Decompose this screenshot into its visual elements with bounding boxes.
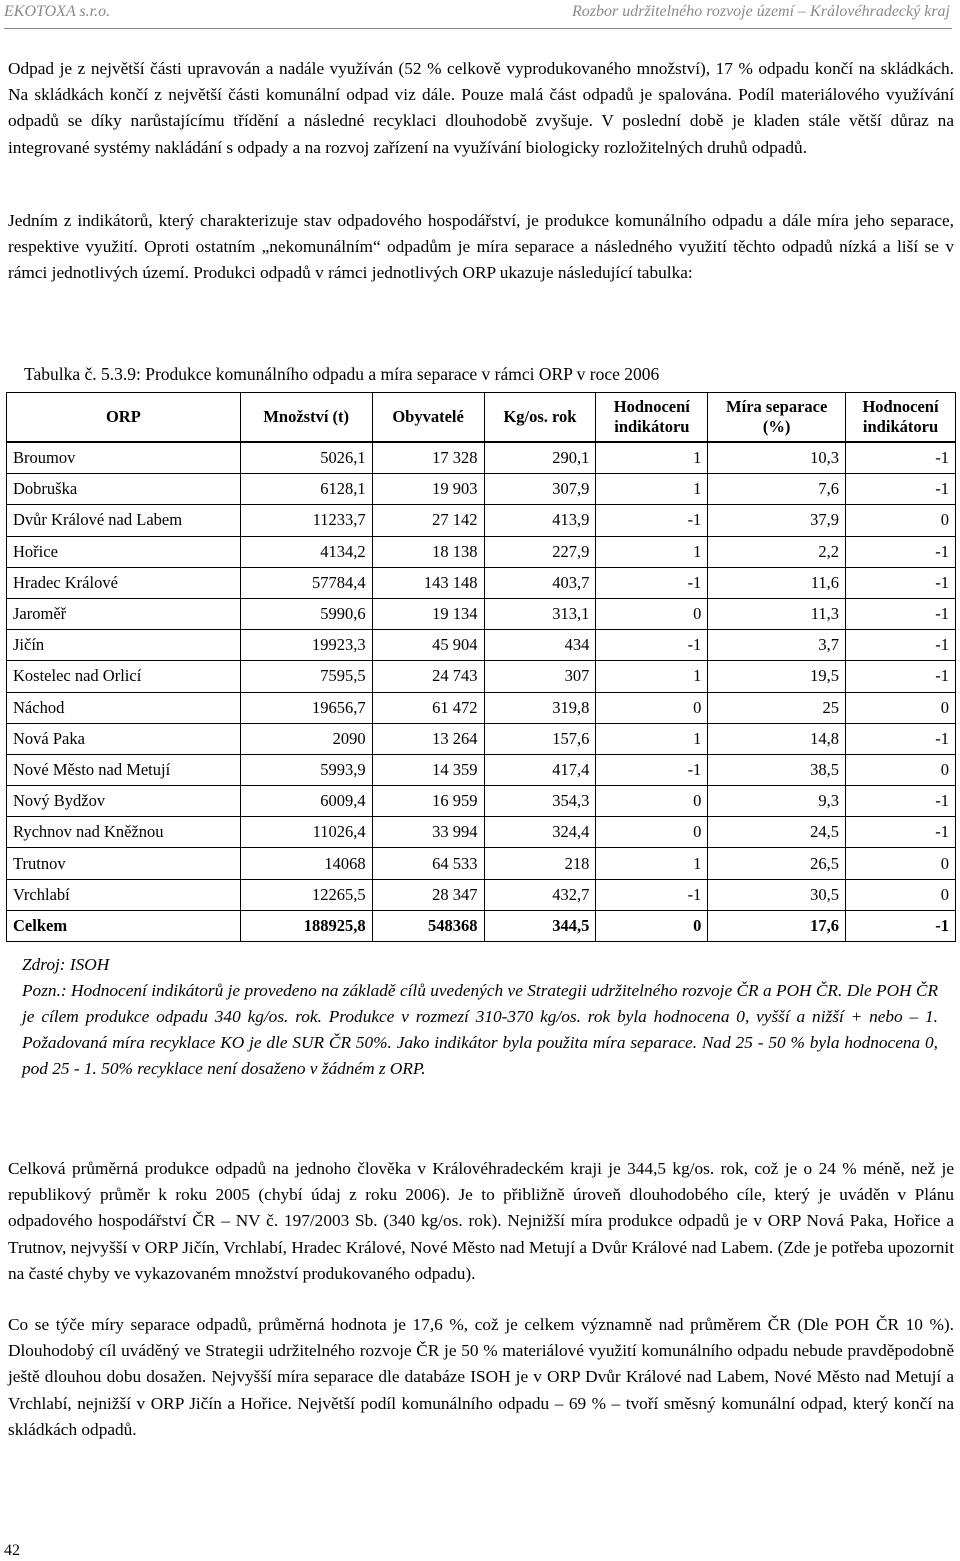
cell-indicator-rating: 0 (596, 598, 708, 629)
paragraph-separation-rate: Co se týče míry separace odpadů, průměrná hodnota je 17,6 %, což je celkem významně nad průměrem ČR (Dle POH ČR 10 %). Dlouhodobý cíl uváděný ve Strategii udržitelného rozvoje ČR je 50 % materiálové využití komunálního odpadu nebude pravděpodobně ještě dlouhou dobu dosažen. Nejvyšší míra separace dle databáze ISOH je v ORP Dvůr Králové nad Labem, Nové Město nad Metují a Vrchlabí, nejnižší v ORP Jičín a Hořice. Největší podíl komunálního odpadu – 69 % – tvoří směsný komunální odpad, který končí na skládkách odpadů. (8, 1315, 954, 1439)
cell-orp: Kostelec nad Orlicí (7, 661, 241, 692)
cell-indicator-rating-2: -1 (846, 567, 956, 598)
cell-amount: 4134,2 (240, 536, 372, 567)
cell-kg-per-person: 290,1 (484, 442, 596, 474)
page-number: 42 (4, 1542, 20, 1559)
cell-indicator-rating-2: -1 (846, 910, 956, 941)
paragraph-waste-handling: Odpad je z největší části upravován a nadále využíván (52 % celkově vyprodukovaného množství), 17 % odpadu končí na skládkách. Na skládkách končí z největší části komunální odpad viz dále. Pouze malá část odpadů je spalována. Podíl materiálového využívání odpadů se díky narůstajícímu třídění a následné recyklaci dlouhodobě zvyšuje. V poslední době je kladen stále větší důraz na integrované systémy nakládání s odpady a na rozvoj zařízení na využívání biologicky rozložitelných druhů odpadů. (8, 59, 954, 157)
cell-population: 16 959 (372, 786, 484, 817)
cell-orp: Nový Bydžov (7, 786, 241, 817)
cell-kg-per-person: 319,8 (484, 692, 596, 723)
table-row (7, 692, 956, 723)
cell-amount: 188925,8 (240, 910, 372, 941)
cell-indicator-rating-2: -1 (846, 598, 956, 629)
cell-orp: Dvůr Králové nad Labem (7, 505, 241, 536)
cell-separation-rate: 24,5 (708, 817, 846, 848)
header-company: EKOTOXA s.r.o. (4, 3, 111, 20)
cell-amount: 11233,7 (240, 505, 372, 536)
col-header-population: Obyvatelé (372, 393, 484, 443)
cell-orp: Hořice (7, 536, 241, 567)
col-header-indicator-rating-2: Hodnocení indikátoru (846, 393, 956, 443)
cell-separation-rate: 2,2 (708, 536, 846, 567)
cell-amount: 5026,1 (240, 442, 372, 474)
header-divider (4, 28, 952, 29)
cell-kg-per-person: 344,5 (484, 910, 596, 941)
cell-orp: Vrchlabí (7, 879, 241, 910)
cell-amount: 6009,4 (240, 786, 372, 817)
col-header-orp: ORP (7, 393, 241, 443)
cell-separation-rate: 37,9 (708, 505, 846, 536)
cell-orp: Rychnov nad Kněžnou (7, 817, 241, 848)
cell-separation-rate: 7,6 (708, 474, 846, 505)
cell-amount: 57784,4 (240, 567, 372, 598)
col-header-indicator-rating: Hodnocení indikátoru (596, 393, 708, 443)
table-body (7, 442, 956, 942)
cell-population: 28 347 (372, 879, 484, 910)
cell-orp: Náchod (7, 692, 241, 723)
cell-orp: Nová Paka (7, 723, 241, 754)
cell-separation-rate: 19,5 (708, 661, 846, 692)
table-note: Pozn.: Hodnocení indikátorů je provedeno na základě cílů uvedených ve Strategii udržitelného rozvoje ČR a POH ČR. Dle POH ČR je cílem produkce odpadu 340 kg/os. rok. Produkce v rozmezí 310-370 kg/os. rok byla hodnocena 0, vyšší a nižší + nebo – 1. Požadovaná míra recyklace KO je dle SUR ČR 50%. Jako indikátor byla použita míra separace. Nad 25 - 50 % byla hodnocena 0, pod 25 - 1. 50% recyklace není dosaženo v žádném z ORP. (22, 981, 938, 1078)
cell-indicator-rating-2: 0 (846, 879, 956, 910)
table-row (7, 567, 956, 598)
cell-amount: 5990,6 (240, 598, 372, 629)
table-row (7, 848, 956, 879)
cell-population: 64 533 (372, 848, 484, 879)
cell-separation-rate: 14,8 (708, 723, 846, 754)
cell-population: 24 743 (372, 661, 484, 692)
cell-indicator-rating: 1 (596, 661, 708, 692)
table-row (7, 723, 956, 754)
header-document-title: Rozbor udržitelného rozvoje území – Královéhradecký kraj (571, 3, 950, 20)
cell-kg-per-person: 307,9 (484, 474, 596, 505)
cell-population: 548368 (372, 910, 484, 941)
cell-separation-rate: 25 (708, 692, 846, 723)
cell-separation-rate: 38,5 (708, 754, 846, 785)
cell-indicator-rating-2: -1 (846, 442, 956, 474)
cell-indicator-rating: 1 (596, 536, 708, 567)
col-header-amount: Množství (t) (240, 393, 372, 443)
cell-kg-per-person: 227,9 (484, 536, 596, 567)
cell-indicator-rating-2: 0 (846, 848, 956, 879)
col-header-kg-per-person: Kg/os. rok (484, 393, 596, 443)
cell-separation-rate: 11,3 (708, 598, 846, 629)
cell-amount: 11026,4 (240, 817, 372, 848)
cell-kg-per-person: 413,9 (484, 505, 596, 536)
table-row (7, 879, 956, 910)
cell-kg-per-person: 403,7 (484, 567, 596, 598)
table-row (7, 536, 956, 567)
cell-indicator-rating-2: 0 (846, 505, 956, 536)
cell-population: 143 148 (372, 567, 484, 598)
paragraph-average-production: Celková průměrná produkce odpadů na jednoho člověka v Královéhradeckém kraji je 344,5 kg/os. rok, což je o 24 % méně, než je republikový průměr k roku 2005 (chybí údaj z roku 2006). Je to přibližně úroveň dlouhodobého cíle, který je uváděn v Plánu odpadového hospodářství ČR – NV č. 197/2003 Sb. (340 kg/os. rok). Nejnižší míra produkce odpadů je v ORP Nová Paka, Hořice a Trutnov, nejvyšší v ORP Jičín, Vrchlabí, Hradec Králové, Nové Město nad Metují a Dvůr Králové nad Labem. (Zde je potřeba upozornit na časté chyby ve vykazovaném množství produkovaného odpadu). (8, 1159, 954, 1283)
cell-amount: 5993,9 (240, 754, 372, 785)
cell-amount: 14068 (240, 848, 372, 879)
cell-kg-per-person: 218 (484, 848, 596, 879)
table-row (7, 817, 956, 848)
table-header-row (7, 393, 956, 443)
cell-population: 33 994 (372, 817, 484, 848)
cell-orp: Dobruška (7, 474, 241, 505)
cell-amount: 6128,1 (240, 474, 372, 505)
cell-indicator-rating-2: -1 (846, 723, 956, 754)
cell-amount: 12265,5 (240, 879, 372, 910)
cell-population: 27 142 (372, 505, 484, 536)
cell-indicator-rating-2: 0 (846, 754, 956, 785)
cell-amount: 19923,3 (240, 630, 372, 661)
cell-indicator-rating: -1 (596, 567, 708, 598)
cell-indicator-rating: 1 (596, 848, 708, 879)
cell-indicator-rating-2: -1 (846, 661, 956, 692)
cell-indicator-rating: -1 (596, 754, 708, 785)
cell-separation-rate: 30,5 (708, 879, 846, 910)
cell-kg-per-person: 157,6 (484, 723, 596, 754)
cell-indicator-rating-2: 0 (846, 692, 956, 723)
cell-orp: Nové Město nad Metují (7, 754, 241, 785)
cell-indicator-rating: -1 (596, 630, 708, 661)
cell-indicator-rating: 0 (596, 692, 708, 723)
paragraph-indicators: Jedním z indikátorů, který charakterizuje stav odpadového hospodářství, je produkce komunálního odpadu a dále míra jeho separace, respektive využití. Oproti ostatním „nekomunálním“ odpadům je míra separace a následného využití těchto odpadů nízká a liší se v rámci jednotlivých území. Produkci odpadů v rámci jednotlivých ORP ukazuje následující tabulka: (8, 211, 954, 283)
cell-orp: Celkem (7, 910, 241, 941)
col-header-separation-rate: Míra separace (%) (708, 393, 846, 443)
cell-amount: 2090 (240, 723, 372, 754)
cell-kg-per-person: 324,4 (484, 817, 596, 848)
cell-separation-rate: 10,3 (708, 442, 846, 474)
cell-amount: 19656,7 (240, 692, 372, 723)
cell-indicator-rating: 1 (596, 723, 708, 754)
cell-indicator-rating: 0 (596, 817, 708, 848)
cell-orp: Hradec Králové (7, 567, 241, 598)
table-total-row (7, 910, 956, 941)
cell-kg-per-person: 417,4 (484, 754, 596, 785)
cell-population: 13 264 (372, 723, 484, 754)
cell-indicator-rating: 0 (596, 786, 708, 817)
cell-indicator-rating-2: -1 (846, 817, 956, 848)
waste-production-table (6, 392, 956, 942)
cell-indicator-rating-2: -1 (846, 536, 956, 567)
cell-kg-per-person: 313,1 (484, 598, 596, 629)
cell-kg-per-person: 354,3 (484, 786, 596, 817)
cell-population: 45 904 (372, 630, 484, 661)
cell-orp: Trutnov (7, 848, 241, 879)
cell-indicator-rating-2: -1 (846, 786, 956, 817)
cell-kg-per-person: 307 (484, 661, 596, 692)
page-header (4, 0, 950, 26)
cell-separation-rate: 26,5 (708, 848, 846, 879)
table-row (7, 505, 956, 536)
cell-population: 19 134 (372, 598, 484, 629)
cell-orp: Jaroměř (7, 598, 241, 629)
table-row (7, 661, 956, 692)
cell-amount: 7595,5 (240, 661, 372, 692)
cell-orp: Jičín (7, 630, 241, 661)
cell-separation-rate: 11,6 (708, 567, 846, 598)
cell-separation-rate: 9,3 (708, 786, 846, 817)
table-source: Zdroj: ISOH (22, 955, 110, 974)
cell-separation-rate: 3,7 (708, 630, 846, 661)
table-row (7, 598, 956, 629)
cell-indicator-rating: 1 (596, 442, 708, 474)
cell-indicator-rating: -1 (596, 505, 708, 536)
table-row (7, 630, 956, 661)
cell-kg-per-person: 434 (484, 630, 596, 661)
cell-indicator-rating: 1 (596, 474, 708, 505)
cell-population: 18 138 (372, 536, 484, 567)
cell-population: 61 472 (372, 692, 484, 723)
cell-population: 17 328 (372, 442, 484, 474)
cell-population: 14 359 (372, 754, 484, 785)
table-row (7, 786, 956, 817)
cell-population: 19 903 (372, 474, 484, 505)
cell-separation-rate: 17,6 (708, 910, 846, 941)
cell-indicator-rating-2: -1 (846, 474, 956, 505)
table-caption: Tabulka č. 5.3.9: Produkce komunálního odpadu a míra separace v rámci ORP v roce 2006 (24, 364, 660, 384)
table-row (7, 474, 956, 505)
cell-orp: Broumov (7, 442, 241, 474)
cell-indicator-rating: 0 (596, 910, 708, 941)
cell-kg-per-person: 432,7 (484, 879, 596, 910)
table-row (7, 754, 956, 785)
cell-indicator-rating: -1 (596, 879, 708, 910)
cell-indicator-rating-2: -1 (846, 630, 956, 661)
table-row (7, 442, 956, 474)
